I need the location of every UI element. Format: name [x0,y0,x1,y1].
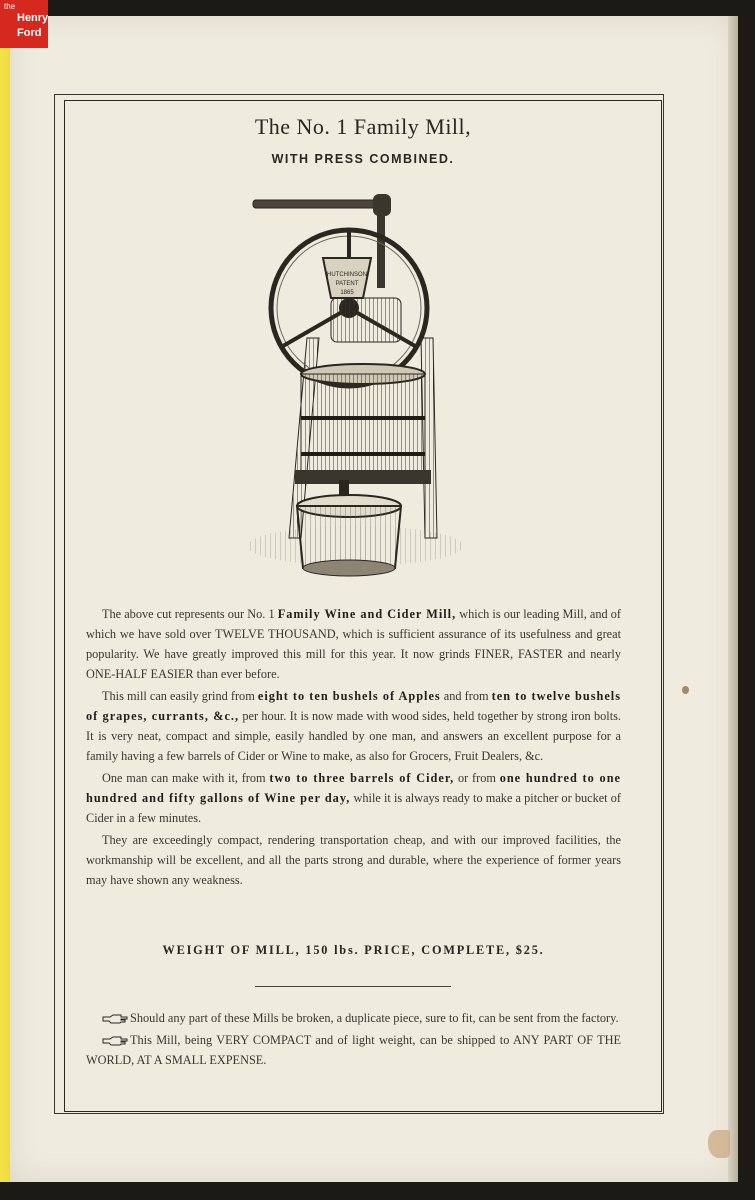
logo-text-ford: Ford [17,27,42,39]
logo-text-the: the [4,2,16,11]
note-1-text: Should any part of these Mills be broken, a duplicate piece, sure to fit, can be sent from the factory. [130,1011,619,1025]
paper-tear [708,1130,730,1158]
p3-text-a: One man can make with it, from [102,771,270,785]
paragraph-intro [86,604,621,684]
p3-bold-cider: two to three barrels of Cider, [269,771,455,785]
p2-text-c: and from [440,689,492,703]
p2-text-e: per hour. It is now made with wood sides, held together by strong iron bolts. It is very neat, compact and simple, easily handled by one man, and answers an excellent purpose for a family having a few barrels of Cider or Wine to make, as also for Grocers, Fruit Dealers, &c. [86,709,621,763]
page-subtitle: WITH PRESS COMBINED. [271,152,455,166]
paper-spot [682,686,689,694]
logo-text-henry: Henry [17,12,49,24]
p2-bold-apples: eight to ten bushels of Apples [257,689,441,703]
note-broken-parts [86,1008,621,1028]
p2-text-a: This mill can easily grind from [102,689,258,703]
paragraph-output [86,768,621,828]
note-2-text: This Mill, being VERY COMPACT and of light weight, can be shipped to ANY PART OF THE WORLD, AT A SMALL EXPENSE. [86,1033,621,1067]
note-shipping [86,1030,621,1070]
page-title: The No. 1 Family Mill, [254,114,472,139]
p1-text-c: which is our leading Mill, and of which we have sold over TWELVE THOUSAND, which is sufficient assurance of its usefulness and great popularity. We have greatly improved this mill for this year. It now grinds FINER, FASTER and nearly ONE-HALF EASIER than ever before. [86,607,621,681]
p3-bold-wine: one hundred to one hundred and fifty gallons of Wine per day, [86,771,622,805]
description-text [86,604,621,892]
paragraph-capacity [86,686,621,766]
weight-price-line: WEIGHT OF MILL, 150 lbs. PRICE, COMPLETE, $25. [162,943,545,957]
divider-rule [255,986,451,987]
pointing-hand-icon [102,1014,128,1024]
hopper-text-maker: HUTCHINSON [327,272,367,278]
p1-bold: Family Wine and Cider Mill, [277,607,457,621]
hopper-text-year: 1865 [340,290,354,296]
p1-text-a: The above cut represents our No. 1 [102,607,278,621]
p3-text-e: while it is always ready to make a pitcher or bucket of Cider in a few minutes. [86,791,621,825]
p3-text-c: or from [454,771,500,785]
p2-bold-grapes: ten to twelve bushels of grapes, currants, &c., [86,689,621,723]
paragraph-compact: They are exceedingly compact, rendering transportation cheap, and with our improved facilities, the workmanship will be excellent, and all the parts strong and durable, where the experience of former years may have shown any weakness. [86,833,621,887]
page-edge-shadow [728,16,738,1182]
pointing-hand-icon [102,1036,128,1046]
mill-illustration [245,188,475,583]
henry-ford-logo [0,0,48,48]
notes-section [86,1008,621,1072]
hopper-text-patent: PATENT [335,281,359,287]
